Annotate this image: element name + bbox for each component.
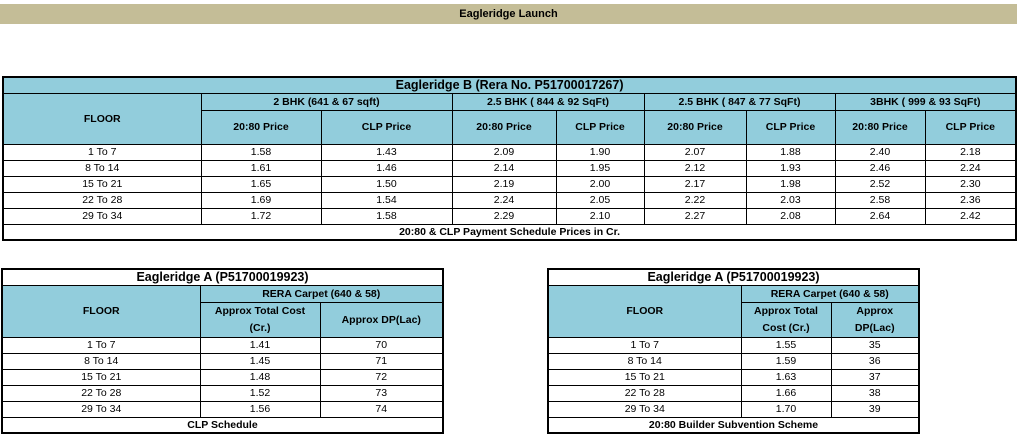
dp-cell: 72 (320, 369, 443, 385)
subheader-approx-total-cost: Approx Total Cost (Cr.) (741, 302, 831, 337)
subheader-clp-price: CLP Price (746, 110, 835, 144)
table-row (2, 401, 443, 417)
floor-cell: 29 To 34 (3, 208, 201, 224)
table-footer-note: CLP Schedule (2, 417, 443, 433)
dp-cell: 35 (831, 337, 919, 353)
table-title: Eagleridge B (Rera No. P51700017267) (3, 77, 1016, 93)
price-cell: 2.24 (452, 192, 556, 208)
subheader-2080-price: 20:80 Price (835, 110, 925, 144)
table-footer-note: 20:80 Builder Subvention Scheme (548, 417, 919, 433)
price-cell: 2.36 (925, 192, 1016, 208)
dp-cell: 39 (831, 401, 919, 417)
dp-cell: 73 (320, 385, 443, 401)
price-cell: 1.93 (746, 160, 835, 176)
floor-cell: 15 To 21 (2, 369, 200, 385)
price-cell: 2.18 (925, 144, 1016, 160)
price-cell: 2.24 (925, 160, 1016, 176)
subheader-clp-price: CLP Price (925, 110, 1016, 144)
table-footer-note: 20:80 & CLP Payment Schedule Prices in Cr. (3, 224, 1016, 240)
floor-cell: 1 To 7 (548, 337, 741, 353)
dp-cell: 37 (831, 369, 919, 385)
subheader-clp-price: CLP Price (556, 110, 644, 144)
floor-cell: 15 To 21 (548, 369, 741, 385)
price-cell: 2.19 (452, 176, 556, 192)
table-row (548, 353, 919, 369)
price-cell: 2.07 (644, 144, 746, 160)
group-header-rera-carpet: RERA Carpet (640 & 58) (200, 285, 443, 302)
table-title: Eagleridge A (P51700019923) (2, 269, 443, 285)
subheader-approx-dp: Approx DP(Lac) (831, 302, 919, 337)
floor-cell: 8 To 14 (2, 353, 200, 369)
cost-cell: 1.56 (200, 401, 320, 417)
table-row (548, 369, 919, 385)
price-cell: 2.42 (925, 208, 1016, 224)
subheader-approx-total-cost: Approx Total Cost (Cr.) (200, 302, 320, 337)
price-cell: 2.40 (835, 144, 925, 160)
subheader-2080-price: 20:80 Price (644, 110, 746, 144)
price-cell: 1.61 (201, 160, 321, 176)
price-cell: 2.64 (835, 208, 925, 224)
price-cell: 2.00 (556, 176, 644, 192)
page-banner: Eagleridge Launch (0, 4, 1017, 24)
table-row (2, 369, 443, 385)
price-cell: 2.08 (746, 208, 835, 224)
price-cell: 1.43 (321, 144, 452, 160)
subheader-2080-price: 20:80 Price (452, 110, 556, 144)
table-row (3, 208, 1016, 224)
price-cell: 2.10 (556, 208, 644, 224)
cost-cell: 1.45 (200, 353, 320, 369)
table-row (2, 385, 443, 401)
table-row (548, 337, 919, 353)
cost-cell: 1.48 (200, 369, 320, 385)
table-row (548, 401, 919, 417)
price-cell: 2.05 (556, 192, 644, 208)
dp-cell: 70 (320, 337, 443, 353)
price-cell: 1.46 (321, 160, 452, 176)
price-cell: 2.17 (644, 176, 746, 192)
table-row (548, 385, 919, 401)
floor-cell: 22 To 28 (548, 385, 741, 401)
table-row (2, 353, 443, 369)
floor-cell: 1 To 7 (2, 337, 200, 353)
price-cell: 1.58 (321, 208, 452, 224)
price-cell: 1.88 (746, 144, 835, 160)
price-cell: 1.98 (746, 176, 835, 192)
price-cell: 1.58 (201, 144, 321, 160)
cost-cell: 1.55 (741, 337, 831, 353)
eagleridge-b-price-table (2, 76, 1017, 241)
dp-cell: 74 (320, 401, 443, 417)
floor-header: FLOOR (548, 285, 741, 337)
cost-cell: 1.70 (741, 401, 831, 417)
dp-cell: 38 (831, 385, 919, 401)
eagleridge-a-subvention-table (547, 268, 920, 434)
subheader-clp-price: CLP Price (321, 110, 452, 144)
table-row (3, 192, 1016, 208)
price-cell: 1.95 (556, 160, 644, 176)
floor-cell: 1 To 7 (3, 144, 201, 160)
floor-cell: 29 To 34 (548, 401, 741, 417)
floor-cell: 22 To 28 (2, 385, 200, 401)
price-cell: 2.09 (452, 144, 556, 160)
group-header-2bhk: 2 BHK (641 & 67 sqft) (201, 93, 452, 110)
floor-cell: 8 To 14 (548, 353, 741, 369)
price-cell: 2.03 (746, 192, 835, 208)
price-cell: 2.14 (452, 160, 556, 176)
dp-cell: 71 (320, 353, 443, 369)
price-cell: 2.58 (835, 192, 925, 208)
price-cell: 1.54 (321, 192, 452, 208)
cost-cell: 1.59 (741, 353, 831, 369)
table-title: Eagleridge A (P51700019923) (548, 269, 919, 285)
table-row (3, 160, 1016, 176)
cost-cell: 1.63 (741, 369, 831, 385)
group-header-2-5bhk-847: 2.5 BHK ( 847 & 77 SqFt) (644, 93, 835, 110)
price-cell: 2.46 (835, 160, 925, 176)
dp-cell: 36 (831, 353, 919, 369)
price-cell: 2.52 (835, 176, 925, 192)
floor-cell: 15 To 21 (3, 176, 201, 192)
price-cell: 1.69 (201, 192, 321, 208)
table-row (3, 176, 1016, 192)
group-header-3bhk: 3BHK ( 999 & 93 SqFt) (835, 93, 1016, 110)
price-cell: 2.30 (925, 176, 1016, 192)
table-row (3, 144, 1016, 160)
cost-cell: 1.52 (200, 385, 320, 401)
price-cell: 2.22 (644, 192, 746, 208)
floor-header: FLOOR (2, 285, 200, 337)
price-cell: 2.27 (644, 208, 746, 224)
table-row (2, 337, 443, 353)
floor-cell: 8 To 14 (3, 160, 201, 176)
price-cell: 2.12 (644, 160, 746, 176)
cost-cell: 1.66 (741, 385, 831, 401)
price-cell: 1.50 (321, 176, 452, 192)
price-cell: 1.72 (201, 208, 321, 224)
floor-cell: 22 To 28 (3, 192, 201, 208)
price-cell: 2.29 (452, 208, 556, 224)
group-header-rera-carpet: RERA Carpet (640 & 58) (741, 285, 919, 302)
subheader-approx-dp: Approx DP(Lac) (320, 302, 443, 337)
subheader-2080-price: 20:80 Price (201, 110, 321, 144)
cost-cell: 1.41 (200, 337, 320, 353)
eagleridge-a-clp-table (1, 268, 444, 434)
price-cell: 1.90 (556, 144, 644, 160)
price-cell: 1.65 (201, 176, 321, 192)
floor-cell: 29 To 34 (2, 401, 200, 417)
group-header-2-5bhk-844: 2.5 BHK ( 844 & 92 SqFt) (452, 93, 644, 110)
floor-header: FLOOR (3, 93, 201, 144)
